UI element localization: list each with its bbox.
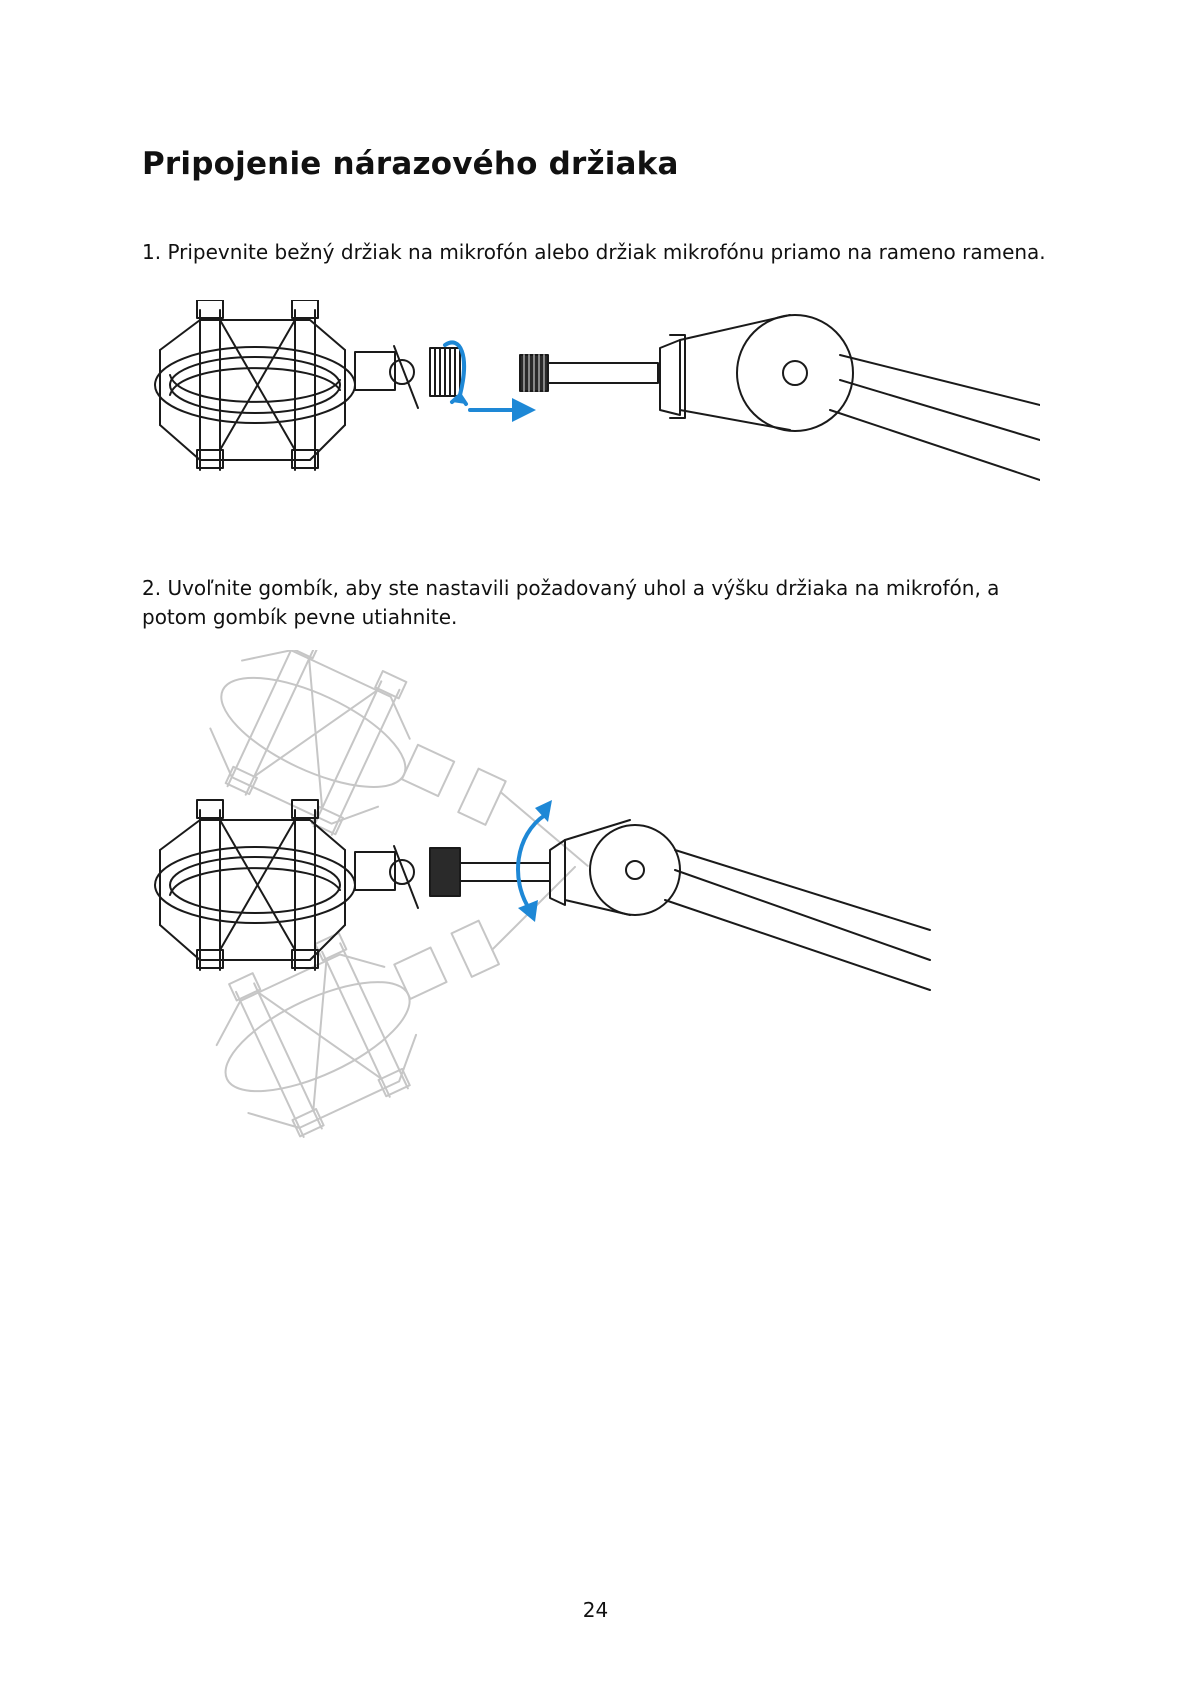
step-1-text: 1. Pripevnite bežný držiak na mikrofón alebo držiak mikrofónu priamo na rameno ramena. xyxy=(142,240,1046,264)
shock-mount-icon xyxy=(155,300,355,470)
page-title: Pripojenie nárazového držiaka xyxy=(142,146,679,182)
boom-arm-icon xyxy=(548,315,1040,480)
boom-arm-icon xyxy=(550,820,930,990)
push-arrow-icon xyxy=(470,398,536,422)
angle-adjust-arrow-icon xyxy=(518,800,552,922)
page-number: 24 xyxy=(582,1598,609,1622)
shock-mount-angle-adjust-diagram xyxy=(140,650,1040,1210)
shock-mount-attach-diagram xyxy=(140,300,1040,530)
mount-adapter-icon xyxy=(355,346,460,408)
thread-screw-icon xyxy=(520,355,548,391)
step-2-text: 2. Uvoľnite gombík, aby ste nastavili požadovaný uhol a výšku držiaka na mikrofón, a potom gombík pevne utiahnite. xyxy=(142,576,1000,629)
